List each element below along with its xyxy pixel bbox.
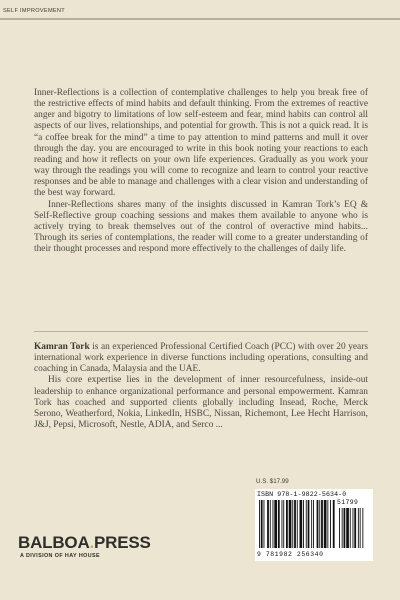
barcode-bar xyxy=(283,500,284,548)
barcode-bar xyxy=(297,500,298,548)
barcode-number: 9 781982 256340 xyxy=(257,551,324,558)
barcode-addon-bar xyxy=(362,508,363,548)
barcode-bar xyxy=(317,500,319,548)
barcode-bar xyxy=(274,500,277,548)
publisher-logo xyxy=(18,533,151,553)
bio-intro-text: is an experienced Professional Certified Coach (PCC) with over 20 years international work experience in diverse functions including operations, consulting and coaching in Canada, Malaysia and the UAE. xyxy=(34,342,368,375)
isbn-label: ISBN 978-1-9822-5634-0 xyxy=(257,491,347,498)
barcode-bar xyxy=(273,500,274,548)
price-label: U.S. $17.99 xyxy=(256,478,289,485)
barcode-bar xyxy=(294,500,296,548)
barcode-addon-bar xyxy=(339,508,340,548)
barcode-bar xyxy=(306,500,307,548)
barcode-addon-bar xyxy=(360,508,361,548)
barcode-bar xyxy=(267,500,269,548)
barcode-bar xyxy=(264,500,265,548)
category-label: SELF IMPROVEMENT xyxy=(3,8,65,14)
barcode-addon-bar xyxy=(342,508,343,548)
barcode-bar xyxy=(282,500,283,548)
bio-paragraph xyxy=(34,342,368,375)
barcode-bar xyxy=(303,500,304,548)
barcode-bar xyxy=(311,500,312,548)
author-name: Kamran Tork xyxy=(34,342,90,352)
top-divider xyxy=(0,18,400,20)
barcode-bar xyxy=(321,500,323,548)
book-blurb xyxy=(34,88,368,255)
barcode-bar xyxy=(324,500,327,548)
barcode-addon-bar xyxy=(353,508,354,548)
barcode-bar xyxy=(327,500,328,548)
section-divider xyxy=(34,331,368,332)
barcode-bar xyxy=(289,500,292,548)
barcode-bar xyxy=(259,500,260,548)
author-bio xyxy=(34,342,368,431)
blurb-paragraph: Inner-Reflections is a collection of contemplative challenges to help you break free of the restrictive effects of mind habits and default thinking. From the extremes of reactive anger and bigotry to limitations of low self-esteem and fear, mind habits can control all aspects of our lives, relationships, and potential for growth. This is not a quick read. It is “a coffee break for the mind” a time to pay attention to mind patterns and mull it over through the day. you are encouraged to write in this book noting your reactions to each reading and how it reflects on your own life experiences. Gradually as you work your way through the readings you will come to recognize and learn to control your reactive responses and be able to manage and challenges with a clear vision and understanding of the best way forward. xyxy=(34,88,368,199)
barcode-bar xyxy=(261,500,263,548)
barcode-addon-bar xyxy=(346,508,349,548)
barcode-addon-bar xyxy=(344,508,346,548)
barcode-bar xyxy=(292,500,293,548)
barcode-addon-number: 51799 xyxy=(337,499,359,506)
barcode-addon-bar xyxy=(358,508,359,548)
publisher-dot: . xyxy=(89,533,95,552)
publisher-name-part1: BALBOA xyxy=(18,533,90,552)
barcode-addon-bar xyxy=(354,508,356,548)
barcode-bar xyxy=(333,500,335,548)
barcode-bar xyxy=(308,500,310,548)
barcode-bar xyxy=(286,500,288,548)
barcode-bar xyxy=(313,500,314,548)
barcode-bars xyxy=(257,500,371,551)
barcode-bar xyxy=(330,500,331,548)
publisher-subtitle: A DIVISION OF HAY HOUSE xyxy=(20,553,100,559)
barcode-bar xyxy=(319,500,320,548)
publisher-name-part2: PRESS xyxy=(94,533,151,552)
barcode-bar xyxy=(270,500,271,548)
barcode-bar xyxy=(278,500,280,548)
barcode-bar xyxy=(300,500,303,548)
blurb-paragraph: Inner-Reflections shares many of the insights discussed in Kamran Tork’s EQ & Self-Reflective group coaching sessions and makes them available to anyone who is actively trying to break themselves out of the control of overactive mind habits... Through its series of contemplations, the reader will come to a greater understanding of their thought processes and respond more effectively to the challenges of daily life. xyxy=(34,199,368,255)
bio-paragraph: His core expertise lies in the development of inner resourcefulness, inside-out leadership to enhance organizational performance and personal empowerment. Kamran Tork has coached and supported clients globally including Insead, Roche, Merck Serono, Weatherford, Nokia, LinkedIn, HSBC, Nissan, Richemont, Lee Hecht Harrison, J&J, Pepsi, Microsoft, Nestle, ADIA, and Serco ... xyxy=(34,375,368,431)
barcode xyxy=(255,489,373,561)
barcode-addon-bar xyxy=(350,508,351,548)
